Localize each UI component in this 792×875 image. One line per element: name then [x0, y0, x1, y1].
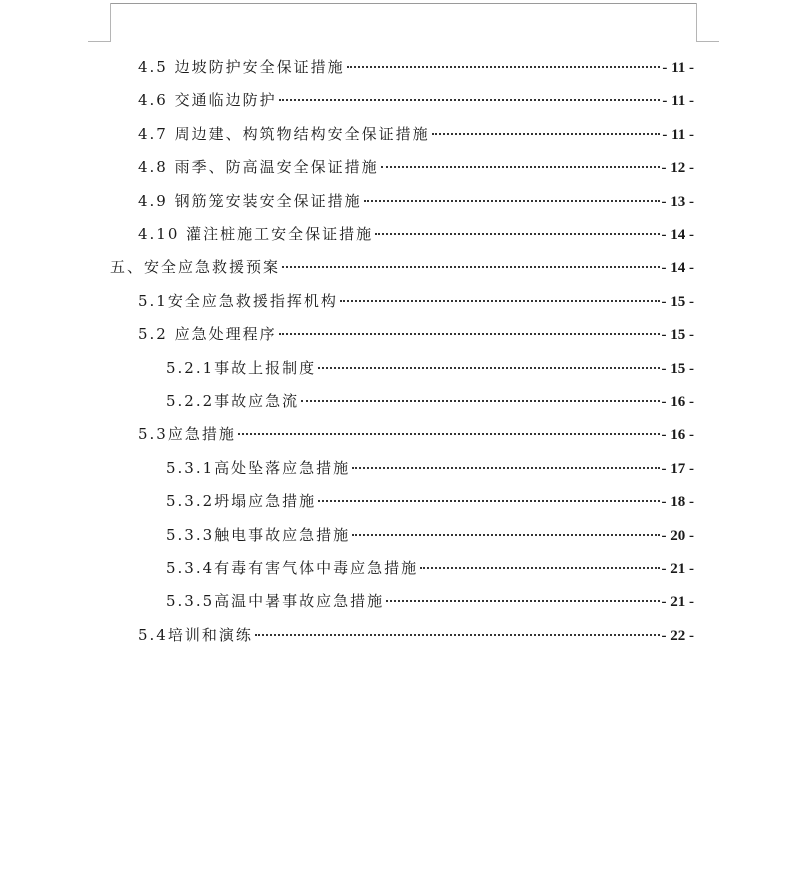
toc-entry-title: 五、安全应急救援预案 — [110, 258, 281, 277]
toc-entry-title: 5.3.3触电事故应急措施 — [166, 525, 351, 544]
toc-entry-page-number: - 22 - — [661, 627, 694, 644]
toc-entry[interactable] — [138, 184, 694, 210]
toc-entry-title: 5.1安全应急救援指挥机构 — [138, 291, 338, 310]
toc-entry-page-number: - 21 - — [661, 561, 694, 577]
toc-dot-leader — [282, 250, 659, 272]
toc-entry-page-number: - 12 - — [661, 160, 694, 177]
toc-entry-title: 5.3.4有毒有害气体中毒应急措施 — [166, 559, 419, 577]
toc-entry-page-number: - 14 - — [661, 260, 694, 277]
toc-entry-title: 5.2.2事故应急流 — [166, 392, 300, 410]
toc-entry-title: 5.3.1高处坠落应急措施 — [166, 458, 351, 477]
toc-entry-page-number: - 15 - — [661, 293, 694, 310]
toc-entry-page-number: - 21 - — [661, 594, 694, 611]
toc-dot-leader — [352, 451, 659, 473]
toc-dot-leader — [352, 518, 659, 540]
toc-entry-title: 4.10 灌注桩施工安全保证措施 — [138, 225, 374, 243]
toc-dot-leader — [386, 584, 659, 606]
toc-entry-page-number: - 16 - — [661, 394, 694, 410]
toc-dot-leader — [255, 618, 660, 640]
toc-entry[interactable] — [166, 484, 694, 511]
toc-dot-leader — [301, 384, 659, 406]
toc-entry-page-number: - 11 - — [662, 60, 694, 76]
toc-entry-page-number: - 11 - — [662, 126, 694, 143]
toc-dot-leader — [340, 284, 660, 306]
toc-entry-page-number: - 20 - — [661, 527, 694, 544]
toc-entry-page-number: - 14 - — [661, 227, 694, 243]
toc-entry-page-number: - 15 - — [661, 360, 694, 377]
toc-dot-leader — [279, 317, 660, 339]
toc-entry-title: 5.3应急措施 — [138, 425, 236, 444]
toc-entry-title: 4.7 周边建、构筑物结构安全保证措施 — [138, 124, 430, 143]
toc-dot-leader — [347, 50, 661, 72]
toc-entry[interactable] — [138, 117, 694, 143]
toc-entry-title: 5.2.1事故上报制度 — [166, 358, 317, 377]
toc-entry-page-number: - 15 - — [661, 327, 694, 344]
toc-dot-leader — [432, 117, 661, 139]
toc-dot-leader — [375, 217, 659, 239]
toc-entry-title: 4.6 交通临边防护 — [138, 91, 277, 110]
toc-entry[interactable] — [138, 284, 694, 310]
toc-entry[interactable] — [138, 618, 694, 644]
toc-dot-leader — [318, 484, 659, 506]
toc-entry-page-number: - 13 - — [661, 193, 694, 210]
toc-entry[interactable] — [166, 551, 694, 577]
toc-entry-title: 5.2 应急处理程序 — [138, 325, 277, 344]
toc-entry[interactable] — [138, 83, 694, 110]
toc-entry[interactable] — [138, 50, 694, 76]
toc-entry[interactable] — [166, 518, 694, 544]
header-rule — [110, 3, 696, 4]
toc-dot-leader — [381, 150, 660, 172]
toc-dot-leader — [364, 184, 660, 206]
toc-entry[interactable] — [166, 584, 694, 611]
toc-entry-page-number: - 17 - — [661, 460, 694, 477]
toc-dot-leader — [420, 551, 659, 573]
toc-entry-title: 5.3.2坍塌应急措施 — [166, 492, 317, 511]
toc-entry-title: 4.8 雨季、防高温安全保证措施 — [138, 158, 379, 177]
toc-entry[interactable] — [138, 150, 694, 177]
toc-entry-page-number: - 18 - — [661, 494, 694, 511]
toc-entry[interactable] — [166, 384, 694, 410]
toc-entry[interactable] — [138, 217, 694, 243]
toc-entry-title: 4.5 边坡防护安全保证措施 — [138, 58, 345, 76]
toc-entry[interactable] — [138, 317, 694, 344]
toc-entry[interactable] — [166, 451, 694, 477]
toc-entry-title: 5.4培训和演练 — [138, 625, 253, 644]
crop-mark-right — [696, 3, 719, 42]
toc-entry-title: 4.9 钢筋笼安装安全保证措施 — [138, 191, 362, 210]
toc-dot-leader — [238, 417, 660, 439]
toc-dot-leader — [318, 351, 659, 373]
toc-entry[interactable] — [166, 351, 694, 377]
toc-entry-page-number: - 16 - — [661, 427, 694, 444]
toc-entry-page-number: - 11 - — [662, 93, 694, 110]
toc-entry[interactable] — [138, 417, 694, 444]
toc-dot-leader — [279, 83, 661, 105]
toc-entry[interactable] — [110, 250, 694, 277]
toc-entry-title: 5.3.5高温中暑事故应急措施 — [166, 592, 385, 611]
crop-mark-left — [88, 3, 111, 42]
